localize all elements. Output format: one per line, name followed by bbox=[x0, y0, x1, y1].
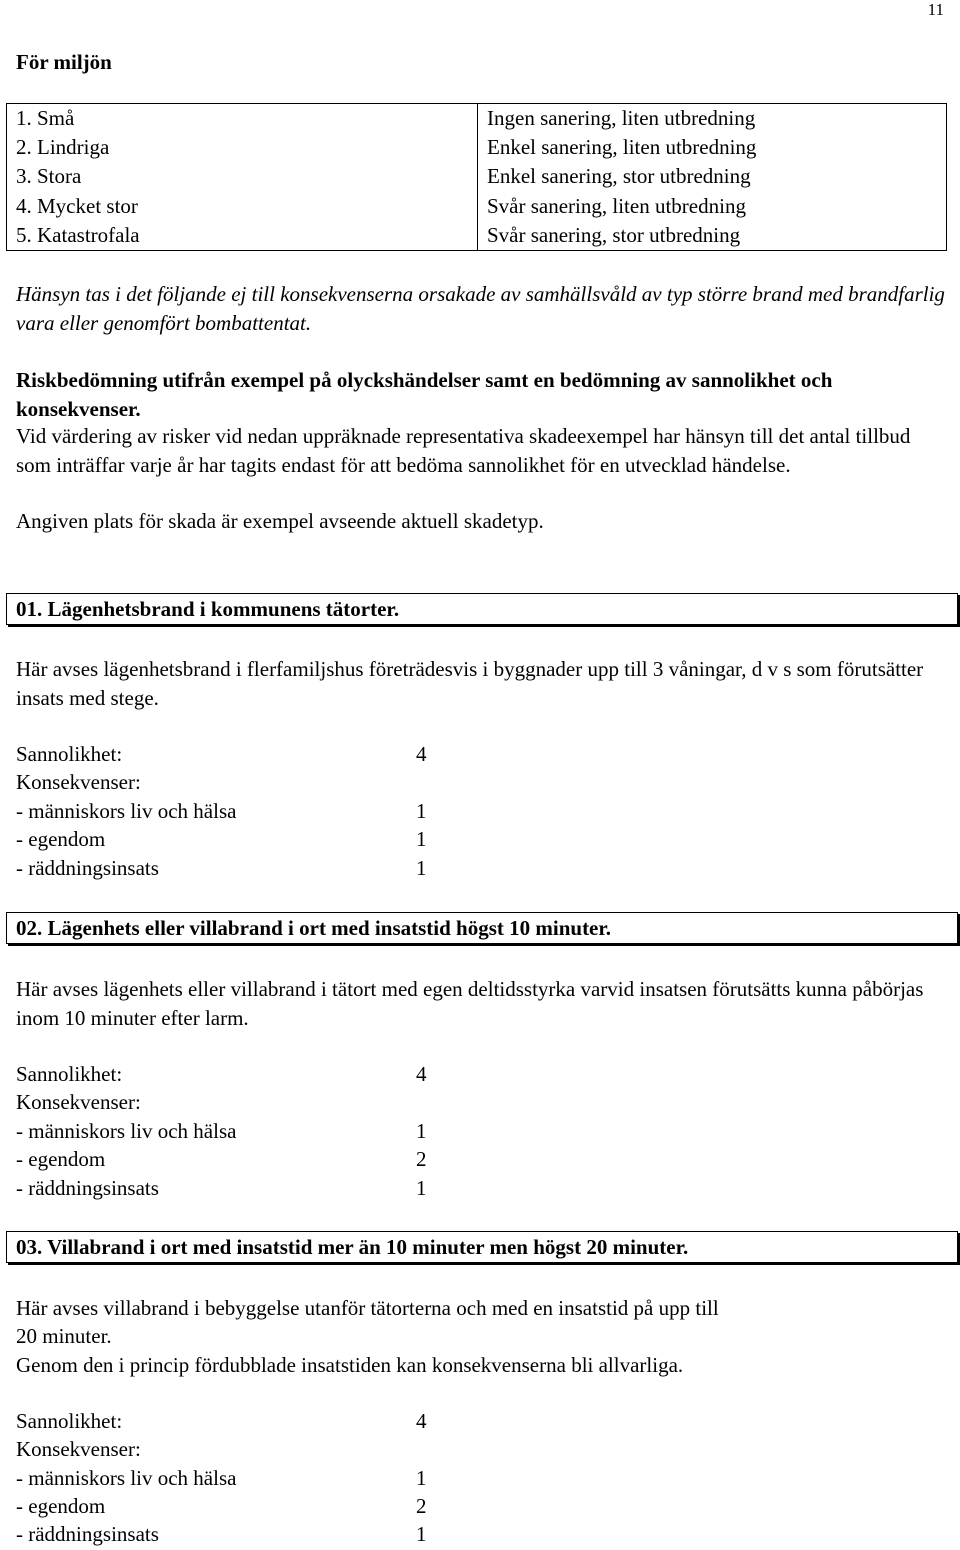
section-03-title: 03. Villabrand i ort med insatstid mer än 10 minuter men högst 20 minuter. bbox=[16, 1235, 689, 1259]
property-label: - egendom bbox=[16, 1494, 106, 1518]
section-03-text-line-2: 20 minuter. bbox=[16, 1324, 112, 1348]
level-description: Enkel sanering, stor utbredning bbox=[487, 164, 751, 188]
page-number: 11 bbox=[927, 0, 944, 19]
level-name: 3. Stora bbox=[16, 164, 82, 188]
life-label: - människors liv och hälsa bbox=[16, 1119, 237, 1143]
probability-label: Sannolikhet: bbox=[16, 742, 123, 766]
italic-note: Hänsyn tas i det följande ej till konsekvenserna orsakade av samhällsvåld av typ större brand med brandfarlig vara eller genomfört bombattentat. bbox=[16, 282, 945, 335]
section-02-title: 02. Lägenhets eller villabrand i ort med insatstid högst 10 minuter. bbox=[16, 916, 612, 940]
rescue-value: 1 bbox=[416, 856, 427, 880]
table-row bbox=[7, 221, 946, 250]
probability-value: 4 bbox=[416, 1409, 427, 1433]
section-03-text-2: Genom den i princip fördubblade insatstiden kan konsekvenserna bli allvarliga. bbox=[16, 1353, 684, 1377]
section-01-title: 01. Lägenhetsbrand i kommunens tätorter. bbox=[16, 597, 400, 621]
probability-label: Sannolikhet: bbox=[16, 1409, 123, 1433]
risk-text-2: Angiven plats för skada är exempel avseende aktuell skadetyp. bbox=[16, 509, 544, 533]
section-heading: För miljön bbox=[16, 50, 112, 74]
rescue-value: 1 bbox=[416, 1176, 427, 1200]
level-name: 2. Lindriga bbox=[16, 135, 110, 159]
probability-value: 4 bbox=[416, 1062, 427, 1086]
risk-heading: Riskbedömning utifrån exempel på olyckshändelser samt en bedömning av sannolikhet och konsekvenser. bbox=[16, 368, 833, 421]
life-label: - människors liv och hälsa bbox=[16, 1466, 237, 1490]
life-value: 1 bbox=[416, 1119, 427, 1143]
section-03-text-line-1: Här avses villabrand i bebyggelse utanför tätorterna och med en insatstid på upp till bbox=[16, 1296, 719, 1320]
rescue-label: - räddningsinsats bbox=[16, 856, 159, 880]
table-row bbox=[7, 104, 946, 133]
rescue-label: - räddningsinsats bbox=[16, 1522, 159, 1546]
rescue-label: - räddningsinsats bbox=[16, 1176, 159, 1200]
section-01-text: Här avses lägenhetsbrand i flerfamiljshus företrädesvis i byggnader upp till 3 våningar, d v s som förutsätter insats med stege. bbox=[16, 657, 924, 710]
rescue-value: 1 bbox=[416, 1522, 427, 1546]
consequences-label: Konsekvenser: bbox=[16, 1437, 141, 1461]
property-value: 2 bbox=[416, 1494, 427, 1518]
table-row bbox=[7, 162, 946, 191]
risk-text: Vid värdering av risker vid nedan uppräknade representativa skadeexempel har hänsyn till det antal tillbud som inträffar varje år har tagits endast för att bedöma sannolikhet för en utvecklad händelse. bbox=[16, 424, 911, 477]
probability-value: 4 bbox=[416, 742, 427, 766]
level-name: 5. Katastrofala bbox=[16, 223, 140, 247]
property-value: 2 bbox=[416, 1147, 427, 1171]
consequence-levels-table bbox=[6, 103, 947, 251]
level-name: 4. Mycket stor bbox=[16, 194, 138, 218]
level-description: Svår sanering, stor utbredning bbox=[487, 223, 741, 247]
section-01-box bbox=[6, 593, 958, 625]
section-03-box bbox=[6, 1231, 958, 1263]
life-value: 1 bbox=[416, 1466, 427, 1490]
level-name: 1. Små bbox=[16, 106, 75, 130]
table-row bbox=[7, 133, 946, 162]
level-description: Ingen sanering, liten utbredning bbox=[487, 106, 756, 130]
consequences-label: Konsekvenser: bbox=[16, 1090, 141, 1114]
section-02-box bbox=[6, 912, 958, 944]
consequences-label: Konsekvenser: bbox=[16, 770, 141, 794]
level-description: Svår sanering, liten utbredning bbox=[487, 194, 746, 218]
life-value: 1 bbox=[416, 799, 427, 823]
property-value: 1 bbox=[416, 827, 427, 851]
level-description: Enkel sanering, liten utbredning bbox=[487, 135, 757, 159]
life-label: - människors liv och hälsa bbox=[16, 799, 237, 823]
table-row bbox=[7, 192, 946, 221]
property-label: - egendom bbox=[16, 1147, 106, 1171]
section-02-text: Här avses lägenhets eller villabrand i tätort med egen deltidsstyrka varvid insatsen förutsätts kunna påbörjas inom 10 minuter efter larm. bbox=[16, 977, 924, 1030]
probability-label: Sannolikhet: bbox=[16, 1062, 123, 1086]
property-label: - egendom bbox=[16, 827, 106, 851]
